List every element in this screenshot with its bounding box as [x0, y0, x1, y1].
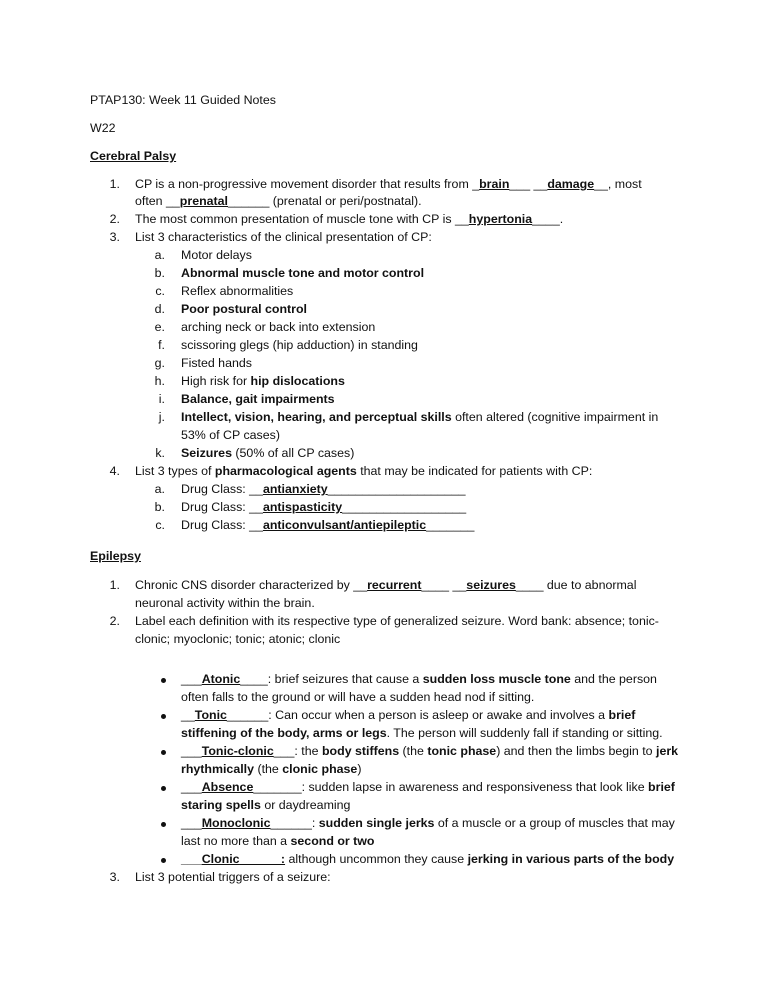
question-text: Chronic CNS disorder characterized by __recurrent____ __seizures____ due to abnormal — [135, 578, 637, 592]
list-item: Abnormal muscle tone and motor control — [181, 266, 425, 280]
list-item: Reflex abnormalities — [181, 284, 294, 298]
list-letter: g. — [154, 356, 165, 370]
list-letter: k. — [155, 446, 165, 460]
list-letter: b. — [154, 500, 165, 514]
list-number: 1. — [109, 177, 120, 191]
seizure-definition: __Tonic______: Can occur when a person is asleep or awake and involves a brief — [181, 708, 636, 722]
list-letter: h. — [154, 374, 165, 388]
list-letter: i. — [158, 392, 165, 406]
list-letter: f. — [158, 338, 165, 352]
list-item: scissoring glegs (hip adduction) in standing — [181, 338, 418, 352]
list-item: Seizures (50% of all CP cases) — [181, 446, 355, 460]
list-number: 3. — [109, 870, 120, 884]
seizure-definition-continued: often falls to the ground or will have a sudden head nod if sitting. — [181, 690, 535, 704]
list-item: Motor delays — [181, 248, 252, 262]
seizure-definition-continued: stiffening of the body, arms or legs. The person will suddenly fall if standing or sitting. — [181, 726, 663, 740]
seizure-definition: ___Clonic______: although uncommon they cause jerking in various parts of the body — [181, 852, 675, 866]
list-item: arching neck or back into extension — [181, 320, 376, 334]
question-text-continued: often __prenatal______ (prenatal or peri/postnatal). — [135, 194, 422, 208]
question-text: List 3 potential triggers of a seizure: — [135, 870, 331, 884]
question-text: Label each definition with its respective type of generalized seizure. Word bank: absence; tonic- — [135, 614, 659, 628]
list-letter: d. — [154, 302, 165, 316]
bullet-icon — [161, 786, 166, 791]
question-text-continued: neuronal activity within the brain. — [135, 596, 315, 610]
list-letter: c. — [155, 284, 165, 298]
seizure-definition: ___Absence_______: sudden lapse in awareness and responsiveness that look like brief — [181, 780, 675, 794]
list-item: High risk for hip dislocations — [181, 374, 345, 388]
list-item: Intellect, vision, hearing, and perceptual skills often altered (cognitive impairment in — [181, 410, 659, 424]
term-label: W22 — [90, 121, 116, 135]
list-item: Fisted hands — [181, 356, 252, 370]
list-number: 2. — [109, 212, 120, 226]
bullet-icon — [161, 678, 166, 683]
list-letter: a. — [154, 482, 165, 496]
list-number: 2. — [109, 614, 120, 628]
bullet-icon — [161, 858, 166, 863]
list-letter: c. — [155, 518, 165, 532]
list-number: 3. — [109, 230, 120, 244]
question-text: CP is a non-progressive movement disorder that results from _brain___ __damage__, most — [135, 177, 642, 191]
list-letter: a. — [154, 248, 165, 262]
seizure-definition-continued: staring spells or daydreaming — [181, 798, 351, 812]
list-number: 1. — [109, 578, 120, 592]
drug-class-item: Drug Class: __antispasticity__________________ — [181, 500, 467, 514]
seizure-definition: ___Atonic____: brief seizures that cause a sudden loss muscle tone and the person — [181, 672, 657, 686]
question-text: The most common presentation of muscle tone with CP is __hypertonia____. — [135, 212, 564, 226]
section-heading-cerebral-palsy: Cerebral Palsy — [90, 149, 177, 163]
bullet-icon — [161, 822, 166, 827]
seizure-definition: ___Tonic-clonic___: the body stiffens (the tonic phase) and then the limbs begin to jerk — [181, 744, 679, 758]
question-text-continued: clonic; myoclonic; tonic; atonic; clonic — [135, 632, 341, 646]
question-text: List 3 characteristics of the clinical presentation of CP: — [135, 230, 432, 244]
drug-class-item: Drug Class: __anticonvulsant/antiepileptic_______ — [181, 518, 475, 532]
list-item: Poor postural control — [181, 302, 307, 316]
list-letter: b. — [154, 266, 165, 280]
list-item-continued: 53% of CP cases) — [181, 428, 280, 442]
seizure-definition: ___Monoclonic______: sudden single jerks of a muscle or a group of muscles that may — [181, 816, 675, 830]
bullet-icon — [161, 714, 166, 719]
seizure-definition-continued: last no more than a second or two — [181, 834, 375, 848]
section-heading-epilepsy: Epilepsy — [90, 549, 141, 563]
question-text: List 3 types of pharmacological agents that may be indicated for patients with CP: — [135, 464, 593, 478]
list-number: 4. — [109, 464, 120, 478]
list-item: Balance, gait impairments — [181, 392, 335, 406]
document-title: PTAP130: Week 11 Guided Notes — [90, 93, 276, 107]
list-letter: j. — [158, 410, 165, 424]
bullet-icon — [161, 750, 166, 755]
list-letter: e. — [154, 320, 165, 334]
drug-class-item: Drug Class: __antianxiety____________________ — [181, 482, 466, 496]
seizure-definition-continued: rhythmically (the clonic phase) — [181, 762, 362, 776]
